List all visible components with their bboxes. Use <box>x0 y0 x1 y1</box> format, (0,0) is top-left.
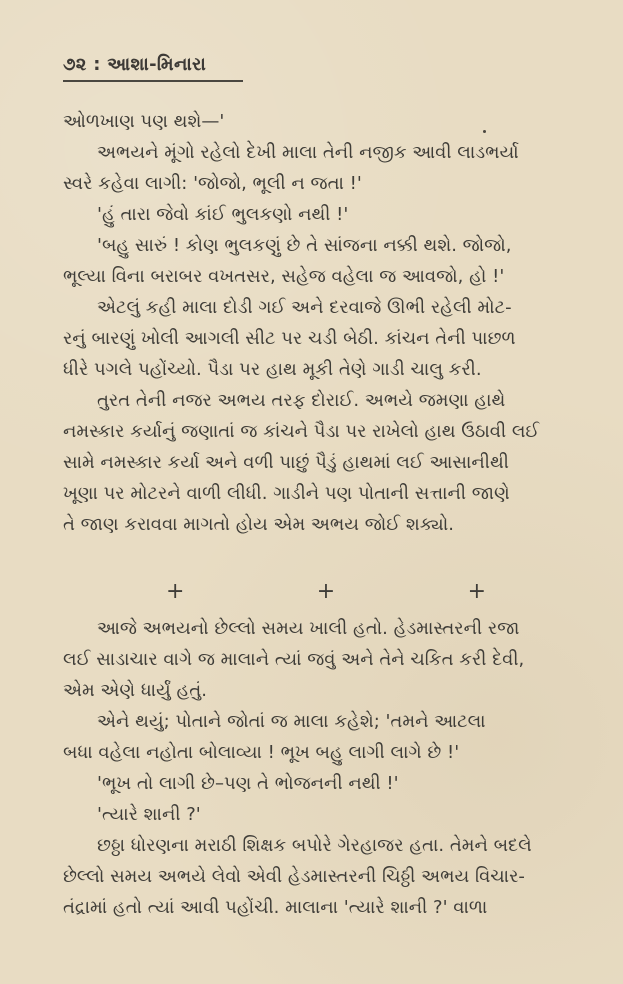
paragraph-line: સ્વરે કહેવા લાગી: 'જોજો, ભૂલી ન જતા !' <box>63 173 362 194</box>
paragraph-line: લઈ સાડાચાર વાગે જ માલાને ત્યાં જવું અને તેને ચકિત કરી દેવી, <box>63 649 525 670</box>
paragraph-line: આજે અભયનો છેલ્લો સમય ખાલી હતો. હેડમાસ્તરની રજા <box>97 618 520 639</box>
section-plus-3: + <box>467 578 486 604</box>
section-break <box>166 576 486 606</box>
paragraph-line: ભૂલ્યા વિના બરાબર વખતસર, સહેજ વહેલા જ આવજો, હો !' <box>63 266 505 287</box>
paragraph-line: છઠ્ઠા ધોરણના મરાઠી શિક્ષક બપોરે ગેરહાજર હતા. તેમને બદલે <box>97 835 532 856</box>
paragraph-line: તે જાણ કરાવવા માગતો હોય એમ અભય જોઈ શક્યો. <box>63 514 454 535</box>
paragraph-line: 'ત્યારે શાની ?' <box>97 804 201 825</box>
paragraph-line: સામે નમસ્કાર કર્યા અને વળી પાછું પૈડું હાથમાં લઈ આસાનીથી <box>63 452 509 473</box>
paragraph-line: છેલ્લો સમય અભયે લેવો એવી હેડમાસ્તરની ચિઠ્ઠી અભય વિચાર- <box>63 866 525 887</box>
section-plus-1: + <box>166 578 185 604</box>
paragraph-line: 'બહુ સારું ! કોણ ભુલકણું છે તે સાંજના નક્કી થશે. જોજો, <box>97 235 512 256</box>
paragraph-line: 'હું તારા જેવો કાંઈ ભુલકણો નથી !' <box>97 204 349 225</box>
paragraph-line: નમસ્કાર કર્યાનું જણાતાં જ કાંચને પૈડા પર રાખેલો હાથ ઉઠાવી લઈ <box>63 421 540 442</box>
paragraph-line: એમ એણે ધાર્યું હતું. <box>63 680 207 701</box>
text-block-bottom <box>63 613 599 923</box>
paragraph-line: એટલું કહી માલા દોડી ગઈ અને દરવાજે ઊભી રહેલી મોટ- <box>97 297 512 318</box>
page-header-title: ૭૨ : આશા-મિનારા <box>63 54 207 75</box>
text-block-top <box>63 106 599 540</box>
section-plus-2: + <box>316 578 336 604</box>
paragraph-line: ધીરે પગલે પહોંચ્યો. પૈડા પર હાથ મૂકી તેણે ગાડી ચાલુ કરી. <box>63 359 482 380</box>
paragraph-line: બધા વહેલા નહોતા બોલાવ્યા ! ભૂખ બહુ લાગી લાગે છે !' <box>63 742 460 763</box>
paragraph-line: એને થયું; પોતાને જોતાં જ માલા કહેશે; 'તમને આટલા <box>97 711 486 732</box>
paragraph-line: 'ભૂખ તો લાગી છે–પણ તે ભોજનની નથી !' <box>97 773 399 794</box>
paragraph-line: ઓળખાણ પણ થશે—' <box>63 111 225 132</box>
paragraph-line: તુરત તેની નજર અભય તરફ દોરાઈ. અભયે જમણા હાથે <box>97 390 506 411</box>
paragraph-line: ખૂણા પર મોટરને વાળી લીધી. ગાડીને પણ પોતાની સત્તાની જાણે <box>63 483 510 504</box>
paragraph-line: રનું બારણું ખોલી આગલી સીટ પર ચડી બેઠી. કાંચન તેની પાછળ <box>63 328 516 349</box>
paragraph-line: તંદ્રામાં હતો ત્યાં આવી પહોંચી. માલાના 'ત્યારે શાની ?' વાળા <box>63 897 488 918</box>
header-underline <box>63 80 243 82</box>
paragraph-line: અભયને મૂંગો રહેલો દેખી માલા તેની નજીક આવી લાડભર્યા <box>97 142 519 163</box>
